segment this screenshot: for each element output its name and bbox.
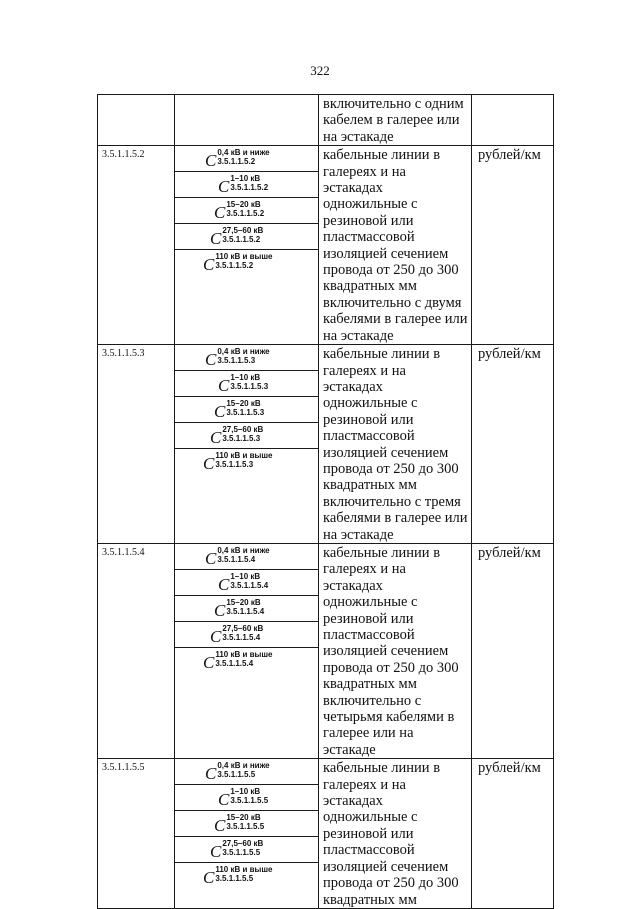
voltage-superscript: 110 кВ и выше	[215, 649, 273, 659]
code-subscript: 3.5.1.1.5.3	[222, 434, 261, 444]
rate-formula	[203, 252, 272, 275]
rate-formula	[218, 174, 268, 197]
voltage-superscript: 27,5–60 кВ	[222, 623, 264, 633]
code-subscript: 3.5.1.1.5.4	[226, 606, 265, 616]
notation-row	[175, 250, 318, 276]
table-row	[98, 146, 554, 345]
code-subscript: 3.5.1.1.5.5	[215, 874, 254, 884]
description-cell	[319, 95, 472, 146]
rate-symbol: C	[218, 574, 230, 594]
rate-symbol: C	[214, 600, 226, 620]
item-code: 3.5.1.1.5.2	[102, 149, 145, 161]
voltage-superscript: 15–20 кВ	[226, 399, 261, 409]
code-cell	[98, 759, 175, 909]
notation-row	[175, 224, 318, 250]
description-text: кабельные линии в галереях и на эстакадах одножильные с резиновой или пластмассовой изоляцией сечением провода от 250 до 300 квадратных мм включительно с тремя кабелями в галерее или на эстакаде	[323, 346, 468, 543]
code-subscript: 3.5.1.1.5.4	[215, 658, 254, 668]
rate-formula	[210, 624, 263, 647]
notation-cell	[175, 345, 319, 544]
notation-row	[175, 423, 318, 449]
description-cell	[319, 543, 472, 758]
rate-formula	[210, 425, 263, 448]
rate-symbol: C	[205, 350, 217, 370]
voltage-superscript: 15–20 кВ	[226, 200, 261, 210]
rate-symbol: C	[203, 255, 215, 275]
notation-row	[175, 863, 318, 889]
notation-row	[175, 759, 318, 785]
item-code: 3.5.1.1.5.5	[102, 762, 145, 774]
table-row	[98, 759, 554, 909]
notation-cell	[175, 95, 319, 146]
code-subscript: 3.5.1.1.5.2	[230, 183, 269, 193]
code-subscript: 3.5.1.1.5.2	[217, 157, 256, 167]
notation-row	[175, 622, 318, 648]
rate-formula	[214, 200, 264, 223]
voltage-superscript: 27,5–60 кВ	[222, 226, 264, 236]
rate-formula	[218, 787, 268, 810]
rate-symbol: C	[203, 868, 215, 888]
notation-row	[175, 837, 318, 863]
voltage-superscript: 0,4 кВ и ниже	[217, 761, 270, 771]
item-code: 3.5.1.1.5.4	[102, 546, 145, 558]
code-subscript: 3.5.1.1.5.3	[217, 356, 256, 366]
notation-row	[175, 397, 318, 423]
code-cell	[98, 146, 175, 345]
rate-formula	[205, 347, 270, 370]
tariff-table	[97, 94, 554, 909]
rate-formula	[214, 813, 264, 836]
code-subscript: 3.5.1.1.5.4	[222, 632, 261, 642]
rate-formula	[205, 546, 270, 569]
unit-text: рублей/км	[478, 147, 541, 164]
rate-formula	[210, 839, 263, 862]
rate-symbol: C	[205, 151, 217, 171]
rate-formula	[205, 761, 270, 784]
code-subscript: 3.5.1.1.5.2	[226, 209, 265, 219]
notation-row	[175, 570, 318, 596]
code-subscript: 3.5.1.1.5.3	[215, 460, 254, 470]
voltage-superscript: 110 кВ и выше	[215, 865, 273, 875]
table-row	[98, 543, 554, 758]
rate-symbol: C	[210, 842, 222, 862]
notation-cell	[175, 543, 319, 758]
rate-formula	[210, 226, 263, 249]
voltage-superscript: 1–10 кВ	[230, 787, 261, 797]
rate-symbol: C	[205, 548, 217, 568]
unit-cell	[472, 146, 554, 345]
code-subscript: 3.5.1.1.5.4	[217, 554, 256, 564]
item-code: 3.5.1.1.5.3	[102, 348, 145, 360]
table-row-continuation	[98, 95, 554, 146]
code-subscript: 3.5.1.1.5.3	[230, 382, 269, 392]
voltage-superscript: 0,4 кВ и ниже	[217, 347, 270, 357]
description-text: кабельные линии в галереях и на эстакадах одножильные с резиновой или пластмассовой изоляцией сечением провода от 250 до 300 квадратных мм включительно с двумя кабелями в галерее или на эстакаде	[323, 147, 468, 344]
code-cell	[98, 95, 175, 146]
rate-formula	[203, 650, 272, 673]
rate-symbol: C	[210, 428, 222, 448]
notation-row	[175, 785, 318, 811]
rate-symbol: C	[214, 402, 226, 422]
voltage-superscript: 0,4 кВ и ниже	[217, 545, 270, 555]
code-subscript: 3.5.1.1.5.4	[230, 580, 269, 590]
page-number: 322	[310, 63, 330, 78]
rate-symbol: C	[203, 652, 215, 672]
description-cell	[319, 146, 472, 345]
rate-formula	[218, 373, 268, 396]
notation-row	[175, 146, 318, 172]
notation-row	[175, 544, 318, 570]
notation-row	[175, 371, 318, 397]
voltage-superscript: 0,4 кВ и ниже	[217, 148, 270, 158]
rate-symbol: C	[203, 454, 215, 474]
voltage-superscript: 1–10 кВ	[230, 174, 261, 184]
rate-formula	[214, 399, 264, 422]
description-text: включительно с одним кабелем в галерее или на эстакаде	[323, 96, 464, 145]
rate-symbol: C	[210, 229, 222, 249]
notation-row	[175, 172, 318, 198]
notation-row	[175, 811, 318, 837]
unit-text: рублей/км	[478, 346, 541, 363]
description-cell	[319, 759, 472, 909]
rate-symbol: C	[218, 177, 230, 197]
notation-row	[175, 449, 318, 475]
notation-cell	[175, 759, 319, 909]
unit-cell	[472, 95, 554, 146]
description-cell	[319, 345, 472, 544]
voltage-superscript: 15–20 кВ	[226, 813, 261, 823]
rate-formula	[203, 865, 272, 888]
unit-cell	[472, 543, 554, 758]
unit-text: рублей/км	[478, 544, 541, 561]
table-row	[98, 345, 554, 544]
rate-symbol: C	[214, 816, 226, 836]
rate-formula	[203, 451, 272, 474]
unit-cell	[472, 759, 554, 909]
code-cell	[98, 345, 175, 544]
code-subscript: 3.5.1.1.5.5	[230, 796, 269, 806]
rate-symbol: C	[214, 203, 226, 223]
code-subscript: 3.5.1.1.5.5	[222, 848, 261, 858]
rate-symbol: C	[218, 376, 230, 396]
rate-formula	[214, 598, 264, 621]
code-subscript: 3.5.1.1.5.2	[222, 235, 261, 245]
notation-cell	[175, 146, 319, 345]
voltage-superscript: 27,5–60 кВ	[222, 839, 264, 849]
voltage-superscript: 110 кВ и выше	[215, 252, 273, 262]
unit-cell	[472, 345, 554, 544]
notation-row	[175, 345, 318, 371]
voltage-superscript: 110 кВ и выше	[215, 451, 273, 461]
code-subscript: 3.5.1.1.5.5	[226, 822, 265, 832]
code-subscript: 3.5.1.1.5.3	[226, 408, 265, 418]
code-subscript: 3.5.1.1.5.5	[217, 770, 256, 780]
description-text: кабельные линии в галереях и на эстакадах одножильные с резиновой или пластмассовой изоляцией сечением провода от 250 до 300 квадратных мм включительно с четырьмя кабелями в галерее или на эстакаде	[323, 544, 459, 758]
voltage-superscript: 1–10 кВ	[230, 373, 261, 383]
unit-text: рублей/км	[478, 760, 541, 777]
voltage-superscript: 15–20 кВ	[226, 597, 261, 607]
rate-formula	[218, 572, 268, 595]
notation-row	[175, 648, 318, 674]
code-cell	[98, 543, 175, 758]
rate-symbol: C	[210, 626, 222, 646]
notation-row	[175, 198, 318, 224]
rate-formula	[205, 148, 270, 171]
voltage-superscript: 27,5–60 кВ	[222, 425, 264, 435]
voltage-superscript: 1–10 кВ	[230, 571, 261, 581]
code-subscript: 3.5.1.1.5.2	[215, 261, 254, 271]
rate-symbol: C	[205, 764, 217, 784]
rate-symbol: C	[218, 790, 230, 810]
description-text: кабельные линии в галереях и на эстакадах одножильные с резиновой или пластмассовой изоляцией сечением провода от 250 до 300 квадратных мм	[323, 760, 459, 908]
notation-row	[175, 596, 318, 622]
